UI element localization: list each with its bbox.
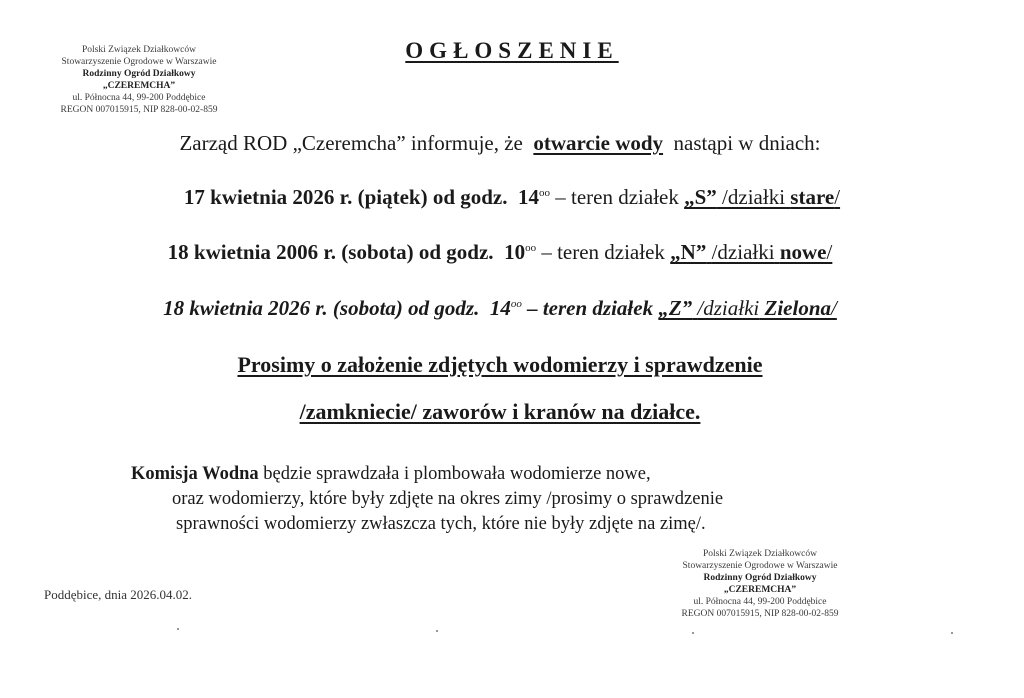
schedule-line-3: 18 kwietnia 2026 r. (sobota) od godz. $14^{oo}$ – teren działek „Z” /działki Zielona/: [163, 296, 837, 320]
request-line-1: Prosimy o założenie zdjętych wodomierzy i sprawdzenie: [237, 352, 763, 377]
area-code: „Z”: [658, 296, 693, 320]
intro-line: Zarząd ROD „Czeremcha” informuje, że otwarcie wody nastąpi w dniach:: [179, 131, 821, 155]
request-line-2: /zamkniecie/ zaworów i kranów na działce.: [299, 399, 701, 424]
notice-line-1: Komisja Wodna będzie sprawdzała i plombowała wodomierze nowe,: [131, 464, 651, 484]
stamp-line: REGON 007015915, NIP 828-00-02-859: [681, 609, 839, 619]
stamp-line: ul. Północna 44, 99-200 Poddębice: [72, 93, 206, 103]
stamp-line: Rodzinny Ogród Działkowy: [82, 69, 196, 79]
water-commission-label: Komisja Wodna: [131, 464, 259, 484]
area-code: „N”: [670, 240, 707, 264]
stamp-line: Polski Związek Działkowców: [703, 549, 817, 559]
notice-line-2: oraz wodomierzy, które były zdjęte na okres zimy /prosimy o sprawdzenie: [172, 489, 724, 509]
date-line: Poddębice, dnia 2026.04.02.: [44, 587, 193, 602]
scan-speck: [692, 632, 694, 634]
stamp-line: Polski Związek Działkowców: [82, 45, 196, 55]
stamp-line: ul. Północna 44, 99-200 Poddębice: [693, 597, 827, 607]
area-code: „S”: [684, 185, 717, 209]
stamp-line: Rodzinny Ogród Działkowy: [703, 573, 817, 583]
scan-speck: [177, 628, 179, 630]
scan-speck: [436, 630, 438, 632]
stamp-line: REGON 007015915, NIP 828-00-02-859: [60, 105, 218, 115]
stamp-line: Stowarzyszenie Ogrodowe w Warszawie: [61, 57, 217, 67]
stamp-line: „CZEREMCHA”: [723, 585, 797, 595]
stamp-line: „CZEREMCHA”: [102, 81, 176, 91]
schedule-line-2: 18 kwietnia 2006 r. (sobota) od godz. $10^{oo}$ – teren działek „N” /działki nowe/: [167, 240, 833, 264]
water-opening-highlight: otwarcie wody: [533, 131, 664, 155]
notice-line-3: sprawności wodomierzy zwłaszcza tych, które nie były zdjęte na zimę/.: [176, 514, 706, 534]
organization-stamp-bottom: [655, 548, 865, 620]
stamp-line: Stowarzyszenie Ogrodowe w Warszawie: [682, 561, 838, 571]
scan-speck: [951, 632, 953, 634]
schedule-line-1: 17 kwietnia 2026 r. (piątek) od godz. $14^{oo}$ – teren działek „S” /działki stare/: [183, 185, 841, 209]
page-title: OGŁOSZENIE: [405, 38, 619, 63]
